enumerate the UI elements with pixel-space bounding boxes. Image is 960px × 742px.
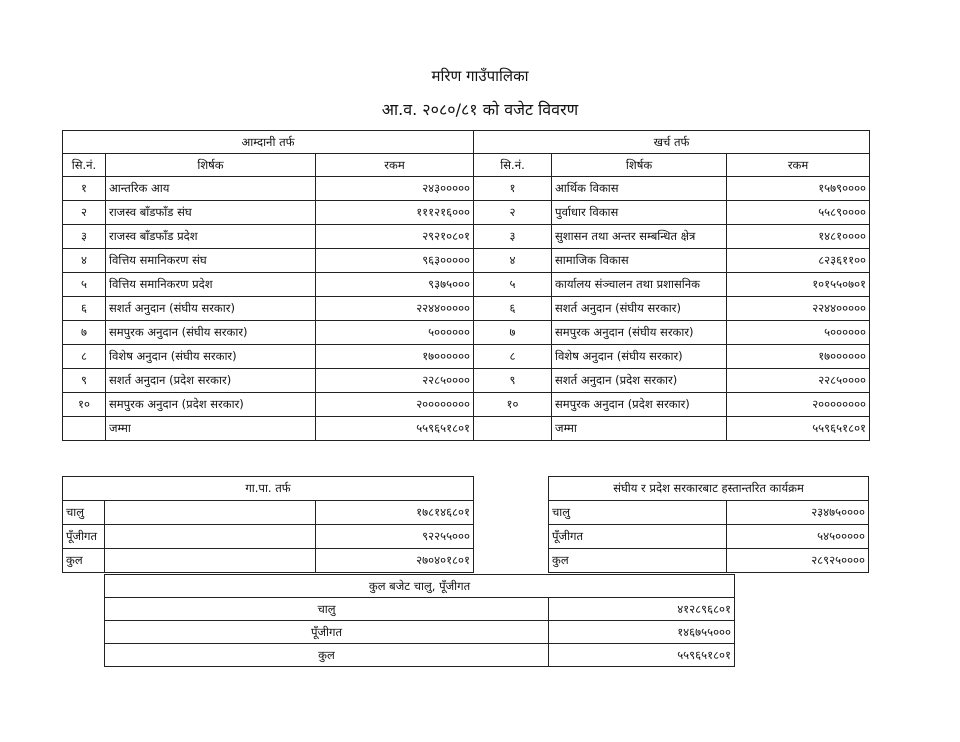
row-amount: २८९२५०००० [727, 549, 869, 573]
expense-amount-cell: १४८१०००० [727, 225, 870, 249]
row-label: कुल [105, 644, 549, 667]
serial-cell: ७ [474, 321, 552, 345]
expense-amount-cell: १५७९०००० [727, 177, 870, 201]
expense-title-cell: सशर्त अनुदान (संघीय सरकार) [552, 297, 727, 321]
income-title-cell: समपुरक अनुदान (प्रदेश सरकार) [106, 393, 316, 417]
budget-main-table [62, 130, 870, 441]
row-label: कुल [549, 549, 727, 573]
empty-cell [474, 417, 552, 441]
table-row [105, 598, 735, 621]
income-title-cell: विशेष अनुदान (संघीय सरकार) [106, 345, 316, 369]
income-amount-cell: १७०००००० [316, 345, 474, 369]
expense-title-cell: आर्थिक विकास [552, 177, 727, 201]
income-amount-cell: ९३७५००० [316, 273, 474, 297]
expense-title-cell: विशेष अनुदान (संघीय सरकार) [552, 345, 727, 369]
serial-cell: १० [474, 393, 552, 417]
page-title: मरिण गाउँपालिका [431, 67, 529, 85]
table-row [105, 644, 735, 667]
empty-cell [105, 501, 316, 525]
section-heading-row [63, 131, 870, 154]
expense-amount-cell: ८२३६११०० [727, 249, 870, 273]
income-heading: आम्दानी तर्फ [63, 131, 474, 154]
income-total-label: जम्मा [106, 417, 316, 441]
income-amount-cell: २०००००००० [316, 393, 474, 417]
total-row [63, 417, 870, 441]
row-amount: १४६७५५००० [549, 621, 735, 644]
table-row [105, 621, 735, 644]
income-amount-cell: २९२१०८०१ [316, 225, 474, 249]
row-label: पूँजीगत [549, 525, 727, 549]
serial-cell: २ [63, 201, 106, 225]
serial-cell: १ [63, 177, 106, 201]
income-amount-cell: ५०००००० [316, 321, 474, 345]
expense-heading: खर्च तर्फ [474, 131, 870, 154]
serial-cell: ६ [63, 297, 106, 321]
table-row [63, 525, 474, 549]
income-title-cell: वित्तिय समानिकरण प्रदेश [106, 273, 316, 297]
serial-cell: ९ [474, 369, 552, 393]
table-row [549, 549, 869, 573]
empty-cell [105, 549, 316, 573]
income-title-cell: समपुरक अनुदान (संघीय सरकार) [106, 321, 316, 345]
expense-amount-cell: ५०००००० [727, 321, 870, 345]
table-row [549, 525, 869, 549]
gapa-heading: गा.पा. तर्फ [63, 477, 474, 501]
income-title-cell: वित्तिय समानिकरण संघ [106, 249, 316, 273]
gapa-budget-table [62, 476, 474, 573]
table-heading-row [63, 477, 474, 501]
income-total-amount: ५५९६५१८०१ [316, 417, 474, 441]
serial-cell: ६ [474, 297, 552, 321]
column-header-row [63, 154, 870, 177]
table-row [63, 321, 870, 345]
income-title-cell: राजस्व बाँडफाँड प्रदेश [106, 225, 316, 249]
row-label: चालु [105, 598, 549, 621]
table-row [63, 345, 870, 369]
expense-title-cell: सशर्त अनुदान (प्रदेश सरकार) [552, 369, 727, 393]
expense-amount-cell: २२४४००००० [727, 297, 870, 321]
expense-title-cell: पुर्वाधार विकास [552, 201, 727, 225]
column-header: रकम [316, 154, 474, 177]
total-budget-table [104, 574, 735, 667]
expense-amount-cell: २०००००००० [727, 393, 870, 417]
income-amount-cell: ९६३००००० [316, 249, 474, 273]
column-header: सि.नं. [474, 154, 552, 177]
row-amount: ५५९६५१८०१ [549, 644, 735, 667]
table-row [63, 201, 870, 225]
page-subtitle: आ.व. २०८०/८१ को वजेट विवरण [381, 100, 579, 119]
serial-cell: ८ [63, 345, 106, 369]
row-amount: ४१२८९६८०१ [549, 598, 735, 621]
expense-amount-cell: ५५८९०००० [727, 201, 870, 225]
table-row [63, 177, 870, 201]
table-row [549, 501, 869, 525]
row-label: चालु [63, 501, 105, 525]
income-title-cell: आन्तरिक आय [106, 177, 316, 201]
column-header: सि.नं. [63, 154, 106, 177]
serial-cell: ५ [474, 273, 552, 297]
empty-cell [105, 525, 316, 549]
row-label: चालु [549, 501, 727, 525]
expense-amount-cell: १०१५५०७०१ [727, 273, 870, 297]
empty-cell [63, 417, 106, 441]
income-amount-cell: २२८५०००० [316, 369, 474, 393]
serial-cell: ३ [63, 225, 106, 249]
table-row [63, 393, 870, 417]
serial-cell: ९ [63, 369, 106, 393]
serial-cell: ३ [474, 225, 552, 249]
income-title-cell: राजस्व बाँडफाँड संघ [106, 201, 316, 225]
expense-title-cell: सुशासन तथा अन्तर सम्बन्धित क्षेत्र [552, 225, 727, 249]
row-amount: ९२२५५००० [316, 525, 474, 549]
expense-title-cell: सामाजिक विकास [552, 249, 727, 273]
expense-amount-cell: १७०००००० [727, 345, 870, 369]
row-amount: ५४५००००० [727, 525, 869, 549]
expense-amount-cell: २२८५०००० [727, 369, 870, 393]
serial-cell: ८ [474, 345, 552, 369]
expense-title-cell: समपुरक अनुदान (प्रदेश सरकार) [552, 393, 727, 417]
serial-cell: २ [474, 201, 552, 225]
row-label: पूँजीगत [105, 621, 549, 644]
row-amount: २३४७५०००० [727, 501, 869, 525]
table-row [63, 549, 474, 573]
table-row [63, 501, 474, 525]
column-header: शिर्षक [552, 154, 727, 177]
column-header: रकम [727, 154, 870, 177]
transfer-program-table [548, 476, 869, 573]
income-title-cell: सशर्त अनुदान (प्रदेश सरकार) [106, 369, 316, 393]
serial-cell: ४ [63, 249, 106, 273]
serial-cell: ७ [63, 321, 106, 345]
expense-total-amount: ५५९६५१८०१ [727, 417, 870, 441]
row-label: पूँजीगत [63, 525, 105, 549]
table-row [63, 273, 870, 297]
income-title-cell: सशर्त अनुदान (संघीय सरकार) [106, 297, 316, 321]
table-heading-row [549, 477, 869, 501]
expense-title-cell: समपुरक अनुदान (संघीय सरकार) [552, 321, 727, 345]
serial-cell: ५ [63, 273, 106, 297]
expense-total-label: जम्मा [552, 417, 727, 441]
income-amount-cell: २२४४००००० [316, 297, 474, 321]
serial-cell: १ [474, 177, 552, 201]
table-row [63, 249, 870, 273]
row-label: कुल [63, 549, 105, 573]
serial-cell: ४ [474, 249, 552, 273]
transfer-heading: संघीय र प्रदेश सरकारबाट हस्तान्तरित कार्यक्रम [549, 477, 869, 501]
column-header: शिर्षक [106, 154, 316, 177]
table-heading-row [105, 575, 735, 598]
row-amount: २७०४०१८०१ [316, 549, 474, 573]
table-row [63, 297, 870, 321]
table-row [63, 225, 870, 249]
income-amount-cell: २४३००००० [316, 177, 474, 201]
income-amount-cell: १११२१६००० [316, 201, 474, 225]
row-amount: १७८१४६८०१ [316, 501, 474, 525]
table-row [63, 369, 870, 393]
serial-cell: १० [63, 393, 106, 417]
expense-title-cell: कार्यालय संञ्चालन तथा प्रशासनिक [552, 273, 727, 297]
total-budget-heading: कुल बजेट चालु, पूँजीगत [105, 575, 735, 598]
